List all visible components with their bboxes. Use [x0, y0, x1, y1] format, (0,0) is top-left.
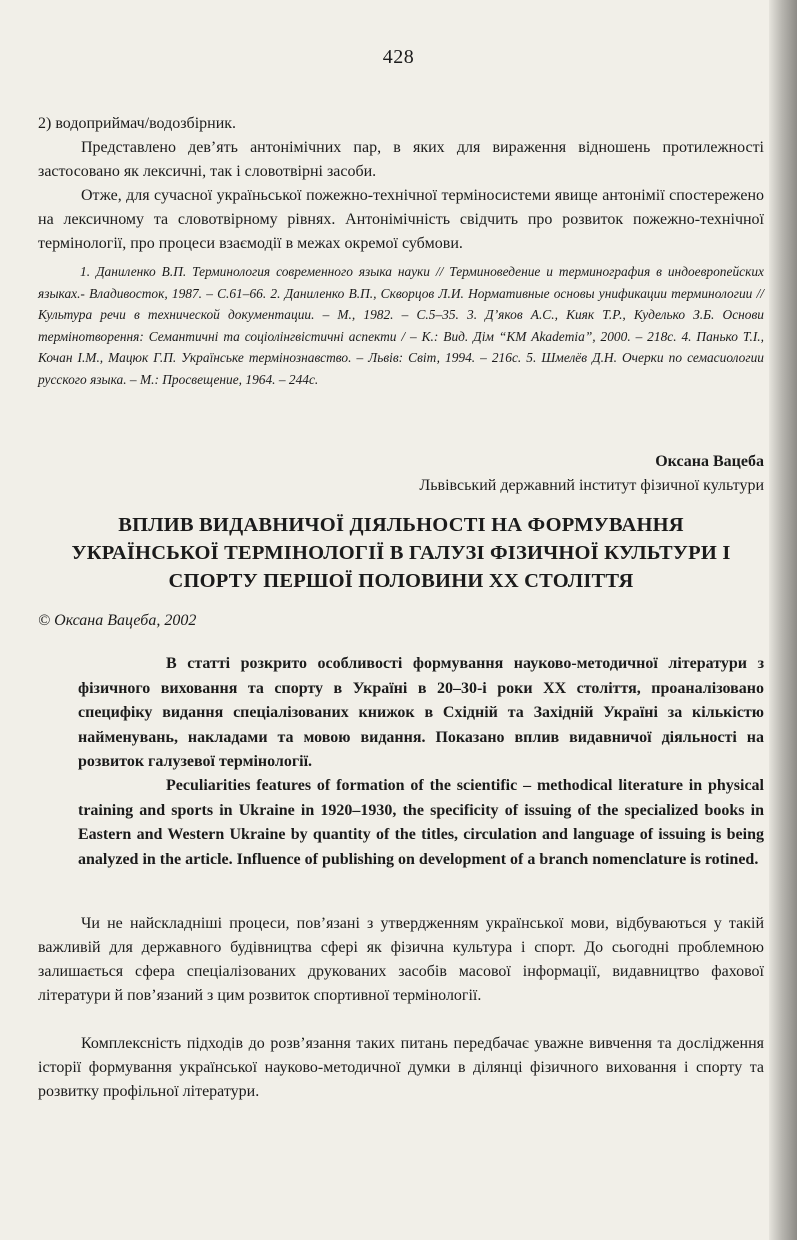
paragraph-complexity: Комплексність підходів до розв’язання таких питань передбачає уважне вивчення та дослідження історії формування української науково-методичної думки в ділянці фізичного виховання і спорту та розвитку профільної літератури. — [38, 1035, 764, 1100]
references-list: 1. Даниленко В.П. Терминология современного языка науки // Терминоведение и терминография в индоевропейских языках.- Владивосток, 1987. – С.61–66. 2. Даниленко В.П., Скворцов Л.И. Нормативные основы унификации терминологии // Культура речи в технической документации. – М., 1982. – С.5–35. 3. Д’яков А.С., Кияк Т.Р., Куделько З.Б. Основи термінотворення: Семантичні та соціолінгвістичні аспекти / – К.: Вид. Дім “КМ Akademia”, 2000. – 218с. 4. Панько Т.І., Кочан І.М., Мацюк Г.П. Українське термінознавство. – Львів: Світ, 1994. – 216с. 5. Шмелёв Д.Н. Очерки по семасиологии русского языка. – М.: Просвещение, 1964. – 244с. — [38, 264, 764, 387]
list-item: 2) водоприймач/водозбірник. — [38, 115, 237, 132]
article-title: ВПЛИВ ВИДАВНИЧОЇ ДІЯЛЬНОСТІ НА ФОРМУВАННЯ УКРАЇНСЬКОЇ ТЕРМІНОЛОГІЇ В ГАЛУЗІ ФІЗИЧНОЇ КУЛЬТУРИ І СПОРТУ ПЕРШОЇ ПОЛОВИНИ ХХ СТОЛІТТЯ — [71, 514, 731, 592]
author-affiliation: Львівський державний інститут фізичної культури — [419, 477, 764, 494]
copyright-line: © Оксана Вацеба, 2002 — [38, 612, 197, 629]
abstract-ukrainian: В статті розкрито особливості формування науково-методичної літератури з фізичного виховання та спорту в Україні в 20–30-і роки ХХ століття, проаналізовано специфіку видання спеціалізованих книжок в Східній та Західній Україні за кількістю найменувань, накладами та мовою видання. Показано вплив видавничої діяльності на розвиток галузевої термінології. — [78, 655, 764, 770]
paragraph-conclusion: Отже, для сучасної україньської пожежно-технічної терміносистеми явище антонімії спостережено на лексичному та словотвірному рівнях. Антонімічність свідчить про розвиток пожежно-технічної термінології, про процеси взаємодії в межах окремої субмови. — [38, 187, 764, 252]
page-number: 428 — [382, 46, 415, 68]
paragraph-intro: Чи не найскладніші процеси, пов’язані з утвердженням української мови, відбуваються у такій важливій для державного будівництва сфері як фізична культура і спорт. До сьогодні проблемною залишається сфера спеціалізованих друкованих засобів масової інформації, видавництво фахової літератури й пов’язаний з цим розвиток спортивної термінології. — [38, 915, 764, 1004]
abstract-english: Peculiarities features of formation of the scientific – methodical literature in physical training and sports in Ukraine in 1920–1930, the specificity of issuing of the specialized books in Eastern and Western Ukraine by quantity of the titles, circulation and language of issuing is being analyzed in the article. Influence of publishing on development of a branch nomenclature is rotined. — [78, 777, 764, 868]
book-spine-shadow — [769, 0, 797, 1240]
paragraph-antonym-pairs: Представлено дев’ять антонімічних пар, в яких для вираження відношень протилежності застосовано як лексичні, так і словотвірні засоби. — [38, 139, 764, 180]
author-name: Оксана Вацеба — [655, 453, 764, 470]
